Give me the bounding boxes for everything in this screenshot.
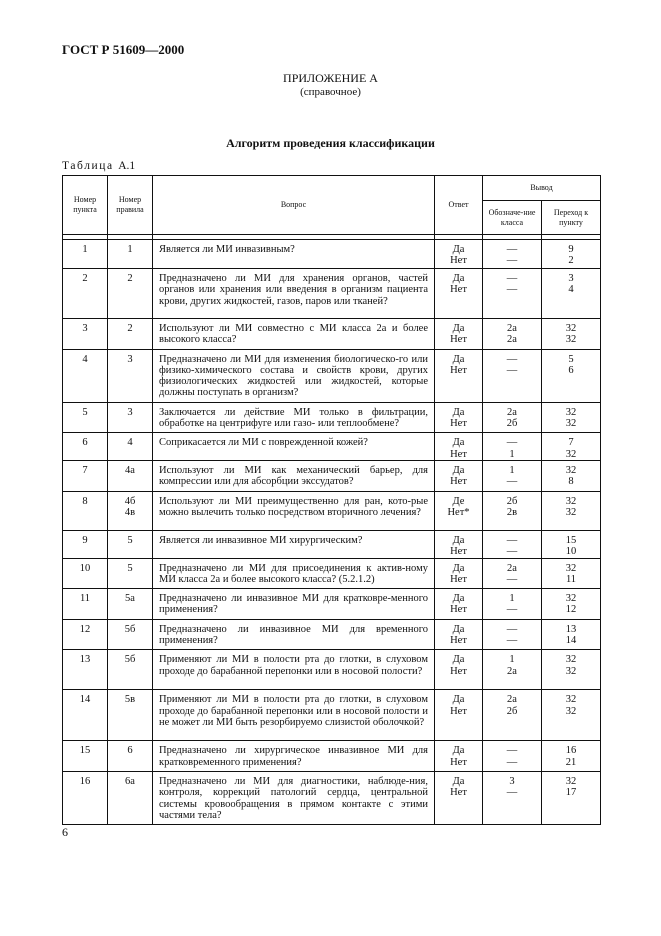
cell-item-no: 11 [63,589,108,620]
cell-answer [435,589,483,620]
cell-rule-no: 5 [108,558,153,589]
cell-answer-line: Нет [450,476,467,488]
cell-class-line: 2б [506,705,518,717]
cell-answer [435,741,483,772]
table-row [63,349,601,402]
cell-answer-line: Да [452,464,465,476]
cell-goto-line: 32 [565,464,577,476]
cell-question: Заключается ли действие МИ только в фильтрации, обработке на центрифуге или газо- или теплообмене? [153,402,435,433]
cell-goto-line: 32 [565,406,577,418]
cell-goto-line: 32 [565,665,577,677]
cell-question: Используют ли МИ преимущественно для ран, кото-рые можно вылечить только посредством вторичного лечения? [153,491,435,530]
cell-item-no: 12 [63,619,108,650]
cell-item-no: 4 [63,349,108,402]
cell-question: Предназначено ли МИ для изменения биологическо-го или физико-химического состава и свойств крови, других физиологических жидкостей или жидкостей, которые должны поступать в организм? [153,349,435,402]
cell-item-no: 3 [63,319,108,350]
cell-question: Применяют ли МИ в полости рта до глотки, в слуховом проходе до барабанной перепонки или в носовой полости? [153,650,435,690]
cell-goto-line: 13 [565,623,577,635]
cell-class-line: 2а [507,694,517,706]
table-row [63,460,601,491]
cell-class-line: 1 [509,593,515,605]
cell-goto-line: 3 [568,273,574,284]
cell-class [483,269,542,319]
cell-goto [542,650,601,690]
cell-goto [542,240,601,269]
cell-answer [435,319,483,350]
cell-class-line: — [506,476,518,488]
cell-answer-line: Нет [450,705,467,717]
cell-item-no: 7 [63,460,108,491]
cell-rule-no: 2 [108,269,153,319]
cell-answer-line: Нет [450,284,467,296]
cell-goto-line: 32 [565,705,577,717]
cell-answer-line: Нет [450,573,467,585]
cell-class-line: 2а [507,562,517,574]
cell-goto [542,619,601,650]
cell-class-line: — [506,756,518,768]
cell-rule-no: 6а [108,771,153,824]
cell-rule-no: 4а [108,460,153,491]
cell-question: Является ли инвазивное МИ хирургическим? [153,530,435,558]
cell-answer [435,491,483,530]
cell-goto [542,589,601,620]
cell-goto-line: 32 [565,694,577,706]
cell-goto-line: 21 [565,756,577,768]
header-goto: Переход к пункту [542,201,601,235]
cell-goto [542,558,601,589]
cell-goto-line: 8 [568,476,574,488]
cell-item-no: 8 [63,491,108,530]
cell-answer-line: Да [452,437,465,449]
cell-goto [542,771,601,824]
table-body [63,240,601,825]
cell-class-line: — [506,364,518,376]
cell-goto-line: 5 [568,353,574,365]
cell-answer-line: Да [452,623,465,635]
cell-goto-line: 11 [565,573,577,585]
cell-answer-line: Да [452,534,465,546]
cell-class-line: — [506,534,518,546]
cell-question: Предназначено ли инвазивное МИ для временного применения? [153,619,435,650]
cell-answer-line: Да [452,654,465,666]
cell-answer [435,690,483,741]
cell-question: Используют ли МИ совместно с МИ класса 2а и более высокого класса? [153,319,435,350]
cell-goto [542,433,601,461]
cell-class-line: 3 [509,775,515,787]
cell-class-line: — [506,623,518,635]
table-row [63,491,601,530]
cell-class-line: 1 [509,464,515,476]
cell-rule-no: 5 [108,530,153,558]
classification-table [62,175,601,825]
cell-item-no: 6 [63,433,108,461]
cell-rule-no: 5в [108,690,153,741]
appendix-heading [0,71,661,99]
cell-class [483,402,542,433]
cell-answer-line: Нет [450,635,467,647]
cell-class-line: — [506,255,518,267]
cell-item-no: 9 [63,530,108,558]
table-row [63,741,601,772]
cell-class-line: — [506,353,518,365]
cell-class [483,558,542,589]
table-row [63,433,601,461]
table-row [63,319,601,350]
cell-rule-no: 4б 4в [108,491,153,530]
cell-class [483,240,542,269]
cell-class [483,349,542,402]
cell-goto-line: 32 [565,323,577,334]
cell-answer-line: Нет* [447,506,470,518]
cell-item-no: 13 [63,650,108,690]
cell-answer [435,558,483,589]
cell-class [483,589,542,620]
cell-item-no: 16 [63,771,108,824]
cell-question: Предназначено ли инвазивное МИ для кратковре-менного применения? [153,589,435,620]
cell-rule-no: 5б [108,650,153,690]
cell-answer-line: Да [452,353,465,365]
cell-question: Предназначено ли МИ для хранения органов, частей органов или хранения или введения в организм пациента крови, других жидкостей, газов, паров или тканей? [153,269,435,319]
cell-question: Соприкасается ли МИ с поврежденной кожей? [153,433,435,461]
table-row [63,619,601,650]
cell-question: Является ли МИ инвазивным? [153,240,435,269]
cell-class-line: 2б [506,495,518,507]
cell-goto-line: 32 [565,775,577,787]
cell-answer-line: Да [452,273,465,284]
cell-class-line: — [506,284,518,296]
table-row [63,650,601,690]
cell-rule-no: 1 [108,240,153,269]
cell-answer-line: Да [452,406,465,418]
cell-rule-no: 6 [108,741,153,772]
cell-item-no: 1 [63,240,108,269]
cell-answer-line: Нет [450,255,467,267]
cell-class [483,460,542,491]
cell-question: Используют ли МИ как механический барьер, для компрессии или для абсорбции экссудатов? [153,460,435,491]
cell-goto-line: 32 [565,448,577,460]
cell-class-line: — [506,545,518,557]
table-row [63,402,601,433]
cell-answer-line: Нет [450,364,467,376]
cell-rule-no: 3 [108,349,153,402]
cell-answer-line: Нет [450,756,467,768]
cell-answer-line: Да [452,775,465,787]
cell-goto-line: 32 [565,593,577,605]
cell-class-line: 1 [509,654,515,666]
cell-goto [542,402,601,433]
cell-answer-line: Нет [450,334,467,346]
cell-goto-line: 10 [565,545,577,557]
cell-class [483,619,542,650]
cell-goto [542,319,601,350]
cell-goto-line: 14 [565,635,577,647]
document-header: ГОСТ Р 51609—2000 [62,42,185,57]
cell-answer-line: Да [452,323,465,334]
cell-goto-line: 7 [568,437,574,449]
cell-class-line: — [506,573,518,585]
appendix-title: ПРИЛОЖЕНИЕ А [283,71,378,85]
table-row [63,240,601,269]
cell-goto [542,269,601,319]
cell-answer-line: Нет [450,418,467,430]
cell-class-line: 1 [509,448,515,460]
cell-rule-no: 5а [108,589,153,620]
cell-goto-line: 32 [565,418,577,430]
cell-class-line: 2а [507,323,517,334]
cell-goto-line: 2 [568,255,574,267]
cell-class-line: 2а [507,665,517,677]
cell-answer-line: Нет [450,665,467,677]
cell-answer [435,269,483,319]
cell-item-no: 15 [63,741,108,772]
table-caption [62,160,135,172]
cell-goto-line: 32 [565,654,577,666]
cell-answer-line: Нет [450,545,467,557]
cell-goto-line: 32 [565,506,577,518]
cell-answer-line: Да [452,694,465,706]
cell-answer-line: Да [452,745,465,757]
cell-rule-no: 4 [108,433,153,461]
table-row [63,690,601,741]
table-row [63,771,601,824]
cell-class [483,741,542,772]
cell-goto-line: 17 [565,787,577,799]
cell-class [483,650,542,690]
cell-answer [435,433,483,461]
cell-class-line: — [506,787,518,799]
cell-goto-line: 32 [565,495,577,507]
cell-goto [542,741,601,772]
header-item-no: Номер пункта [63,176,108,235]
cell-answer [435,530,483,558]
appendix-subtitle: (справочное) [300,86,361,98]
cell-class-line: 2а [507,334,517,346]
cell-goto [542,491,601,530]
cell-goto-line: 15 [565,534,577,546]
section-title: Алгоритм проведения классификации [226,136,435,150]
cell-goto-line: 4 [568,284,574,296]
cell-goto-line: 9 [568,244,574,255]
cell-class-line: — [506,635,518,647]
cell-class-line: — [506,244,518,255]
cell-goto [542,530,601,558]
cell-class-line: — [506,745,518,757]
cell-answer [435,240,483,269]
cell-answer-line: Нет [450,448,467,460]
cell-answer [435,650,483,690]
cell-rule-no: 3 [108,402,153,433]
cell-answer [435,771,483,824]
cell-class-line: 2а [507,406,517,418]
cell-goto-line: 6 [568,364,574,376]
cell-class [483,433,542,461]
cell-goto [542,690,601,741]
cell-class-line: 2б [506,418,518,430]
cell-question: Предназначено ли хирургическое инвазивное МИ для кратковременного применения? [153,741,435,772]
cell-goto [542,460,601,491]
table-row [63,589,601,620]
cell-class-line: — [506,437,518,449]
cell-answer [435,402,483,433]
cell-item-no: 5 [63,402,108,433]
table-caption-label: Таблица [62,160,114,172]
cell-answer-line: Нет [450,604,467,616]
cell-class [483,491,542,530]
cell-question: Применяют ли МИ в полости рта до глотки, в слуховом проходе до барабанной перепонки или в носовой полости и не может ли МИ быть резорбируемо слизистой оболочкой? [153,690,435,741]
page-number: 6 [62,825,68,839]
cell-rule-no: 5б [108,619,153,650]
header-class: Обозначе-ние класса [483,201,542,235]
table-row [63,269,601,319]
cell-answer-line: Да [452,244,465,255]
cell-answer-line: Да [452,562,465,574]
cell-class [483,690,542,741]
cell-rule-no: 2 [108,319,153,350]
cell-goto-line: 12 [565,604,577,616]
cell-class [483,530,542,558]
cell-class [483,319,542,350]
cell-goto-line: 32 [565,334,577,346]
cell-question: Предназначено ли МИ для диагностики, наблюде-ния, контроля, коррекций патологий сердца, центральной системы кровообращения в прямом контакте с этими частями тела? [153,771,435,824]
cell-class-line: — [506,604,518,616]
cell-class-line: — [506,273,518,284]
cell-answer [435,460,483,491]
cell-class-line: 2в [506,506,518,518]
table-caption-number: А.1 [118,160,136,172]
cell-answer [435,349,483,402]
cell-answer-line: Де [452,495,465,507]
table-row [63,558,601,589]
cell-question: Предназначено ли МИ для присоединения к актив-ному МИ класса 2а и более высокого класса? (5.2.1.2) [153,558,435,589]
cell-goto-line: 16 [565,745,577,757]
cell-item-no: 2 [63,269,108,319]
header-answer: Ответ [435,176,483,235]
cell-item-no: 14 [63,690,108,741]
cell-goto-line: 32 [565,562,577,574]
header-output: Вывод [483,176,601,201]
cell-answer [435,619,483,650]
header-question: Вопрос [153,176,435,235]
cell-answer-line: Нет [450,787,467,799]
header-rule-no: Номер правила [108,176,153,235]
cell-goto [542,349,601,402]
table-row [63,530,601,558]
cell-item-no: 10 [63,558,108,589]
cell-answer-line: Да [452,593,465,605]
cell-class [483,771,542,824]
